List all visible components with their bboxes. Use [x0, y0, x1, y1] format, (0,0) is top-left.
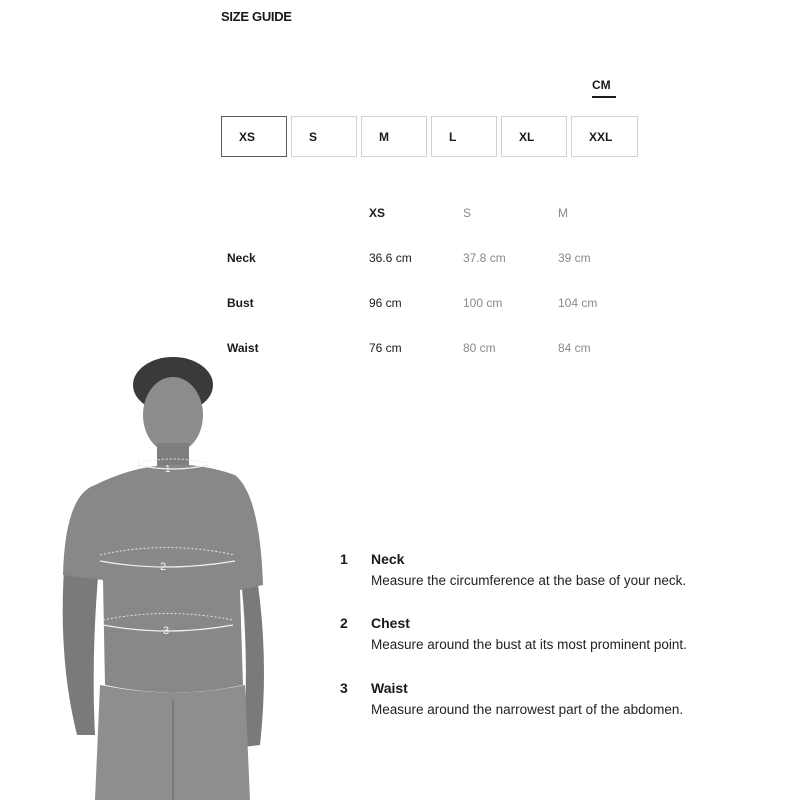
unit-toggle-cm[interactable]: CM: [592, 78, 611, 92]
marker-3: 3: [163, 625, 170, 637]
instruction-number: 1: [340, 551, 348, 567]
neck-s: 37.8 cm: [463, 251, 506, 265]
size-tab-xxl[interactable]: XXL: [571, 116, 638, 157]
unit-underline: [592, 96, 616, 98]
size-tabs: [221, 116, 642, 157]
size-tab-xl[interactable]: XL: [501, 116, 567, 157]
bust-m: 104 cm: [558, 296, 598, 310]
bust-s: 100 cm: [463, 296, 503, 310]
column-header-s: S: [463, 206, 472, 220]
bust-xs: 96 cm: [369, 296, 402, 310]
size-tab-l[interactable]: L: [431, 116, 497, 157]
page-title: SIZE GUIDE: [221, 9, 292, 24]
marker-2: 2: [160, 561, 167, 573]
instruction-title: Neck: [371, 551, 405, 567]
column-header-m: M: [558, 206, 568, 220]
marker-1: 1: [165, 464, 171, 475]
neck-m: 39 cm: [558, 251, 591, 265]
waist-xs: 76 cm: [369, 341, 402, 355]
instruction-title: Chest: [371, 615, 410, 631]
neck-xs: 36.6 cm: [369, 251, 412, 265]
waist-m: 84 cm: [558, 341, 591, 355]
waist-s: 80 cm: [463, 341, 496, 355]
size-tab-xs[interactable]: XS: [221, 116, 287, 157]
instruction-description: Measure around the narrowest part of the abdomen.: [371, 702, 684, 717]
instruction-description: Measure the circumference at the base of your neck.: [371, 573, 687, 588]
row-label-waist: Waist: [227, 341, 259, 355]
size-tab-m[interactable]: M: [361, 116, 427, 157]
column-header-xs: XS: [369, 206, 386, 220]
instruction-description: Measure around the bust at its most prominent point.: [371, 637, 687, 652]
instruction-title: Waist: [371, 680, 408, 696]
instruction-number: 2: [340, 615, 348, 631]
row-label-neck: Neck: [227, 251, 256, 265]
size-tab-s[interactable]: S: [291, 116, 357, 157]
instruction-number: 3: [340, 680, 348, 696]
row-label-bust: Bust: [227, 296, 254, 310]
model-figure: [55, 355, 275, 800]
model-silhouette: [63, 357, 264, 800]
